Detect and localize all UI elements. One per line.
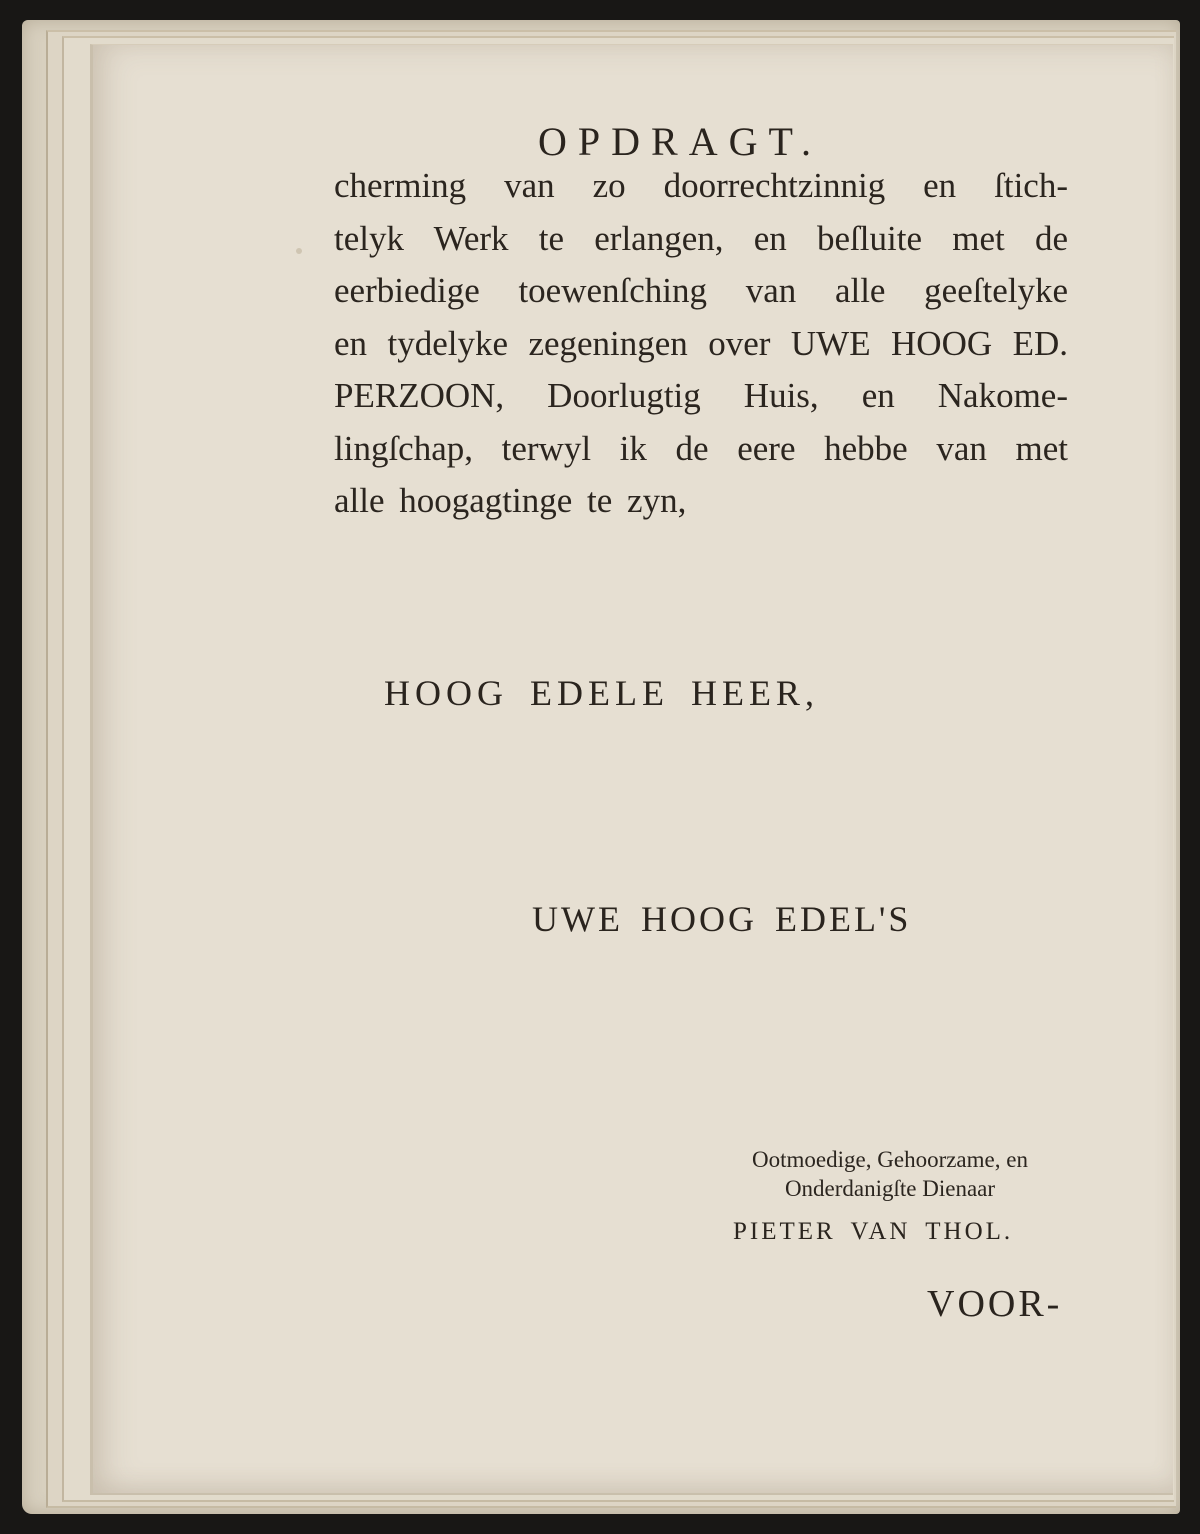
paper-speck [296,248,302,254]
body-line: PERZOON, Doorlugtig Huis, en Nakome- [334,376,1068,415]
body-line: cherming van zo doorrechtzinnig en ſtich- [334,166,1068,205]
closing-formula: UWE HOOG EDEL'S [532,899,912,939]
body-text [334,160,1068,528]
body-line: eerbiedige toewenſching van alle geeſtelyke [334,271,1068,310]
body-line: telyk Werk te erlangen, en beſluite met de [334,218,1068,258]
body-line: lingſchap, terwyl ik de eere hebbe van met [334,428,1068,468]
body-line: en tydelyke zegeningen over UWE HOOG ED. [334,323,1068,363]
catchword: VOOR- [927,1283,1063,1325]
signature-block [700,1145,1080,1203]
sign-line: Onderdanigſte Dienaar [784,1176,996,1201]
signature-name: PIETER VAN THOL. [733,1218,1014,1245]
running-head: OPDRAGT. [538,119,822,164]
body-line: alle hoogagtinge te zyn, [334,481,687,520]
salutation: HOOG EDELE HEER, [384,673,819,713]
sign-line: Ootmoedige, Gehoorzame, en [752,1147,1028,1172]
